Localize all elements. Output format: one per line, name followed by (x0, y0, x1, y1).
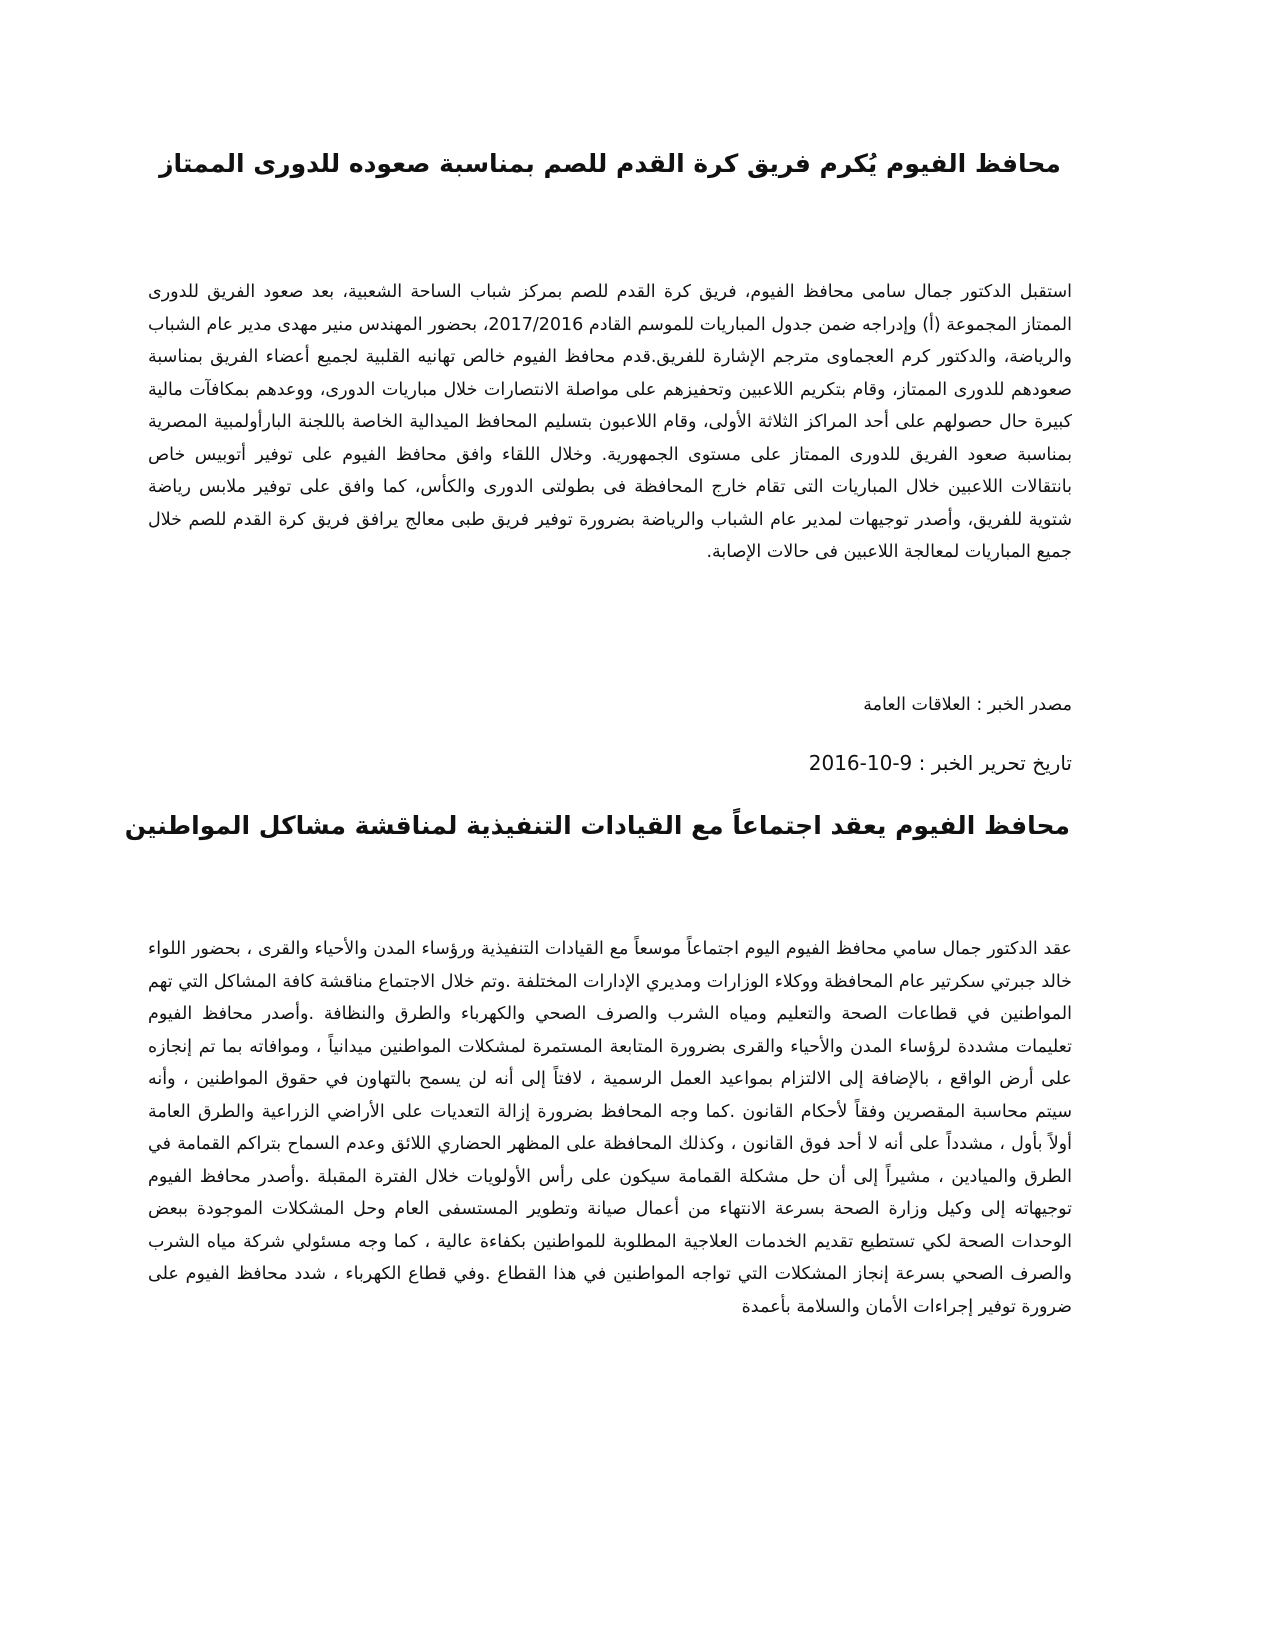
article-1-body: استقبل الدكتور جمال سامى محافظ الفيوم، فريق كرة القدم للصم بمركز شباب الساحة الشعبية، بعد صعود الفريق للدورى الممتاز المجموعة (أ) وإدراجه ضمن جدول المباريات للموسم القادم 2017/2016، بحضور المهندس منير مهدى مدير عام الشباب والرياضة، والدكتور كرم العجماوى مترجم الإشارة للفريق.قدم محافظ الفيوم خالص تهانيه القلبية لجميع أعضاء الفريق بمناسبة صعودهم للدورى الممتاز، وقام بتكريم اللاعبين وتحفيزهم على مواصلة الانتصارات خلال مباريات الدورى، ووعدهم بمكافآت مالية كبيرة حال حصولهم على أحد المراكز الثلاثة الأولى، وقام اللاعبون بتسليم المحافظ الميدالية الخاصة باللجنة البارأولمبية المصرية بمناسبة صعود الفريق للدورى الممتاز على مستوى الجمهورية. وخلال اللقاء وافق محافظ الفيوم على توفير أتوبيس خاص بانتقالات اللاعبين خلال المباريات التى تقام خارج المحافظة فى بطولتى الدورى والكأس، كما وافق على توفير ملابس رياضة شتوية للفريق، وأصدر توجيهات لمدير عام الشباب والرياضة بضرورة توفير فريق طبى معالج يرافق فريق كرة القدم للصم خلال جميع المباريات لمعالجة اللاعبين فى حالات الإصابة. (148, 282, 1072, 562)
article-2-body: عقد الدكتور جمال سامي محافظ الفيوم اليوم اجتماعاً موسعاً مع القيادات التنفيذية ورؤساء المدن والأحياء والقرى ، بحضور اللواء خالد جبرتي سكرتير عام المحافظة ووكلاء الوزارات ومديري الإدارات المختلفة .وتم خلال الاجتماع مناقشة كافة المشاكل التي تهم المواطنين في قطاعات الصحة والتعليم ومياه الشرب والصرف الصحي والكهرباء والطرق والنظافة .وأصدر محافظ الفيوم تعليمات مشددة لرؤساء المدن والأحياء والقرى بضرورة المتابعة المستمرة لمشكلات المواطنين ميدانياً ، وموافاته بما تم إنجازه على أرض الواقع ، بالإضافة إلى الالتزام بمواعيد العمل الرسمية ، لافتاً إلى أنه لن يسمح بالتهاون في حقوق المواطنين ، وأنه سيتم محاسبة المقصرين وفقاً لأحكام القانون .كما وجه المحافظ بضرورة إزالة التعديات على الأراضي الزراعية والطرق العامة أولاً بأول ، مشدداً على أنه لا أحد فوق القانون ، وكذلك المحافظة على المظهر الحضاري اللائق وعدم السماح بتراكم القمامة في الطرق والميادين ، مشيراً إلى أن حل مشكلة القمامة سيكون على رأس الأولويات خلال الفترة المقبلة .وأصدر محافظ الفيوم توجيهاته إلى وكيل وزارة الصحة بسرعة الانتهاء من أعمال صيانة وتطوير المستسفى العام وحل المشكلات الموجودة ببعض الوحدات الصحة لكي تستطيع تقديم الخدمات العلاجية المطلوبة للمواطنين بكفاءة عالية ، كما وجه مسئولي شركة مياه الشرب والصرف الصحي بسرعة إنجاز المشكلات التي تواجه المواطنين في هذا القطاع .وفي قطاع الكهرباء ، شدد محافظ الفيوم على ضرورة توفير إجراءات الأمان والسلامة بأعمدة (148, 939, 1072, 1317)
news-source: مصدر الخبر : العلاقات العامة (863, 695, 1072, 715)
news-date: تاريخ تحرير الخبر : 9-10-2016 (808, 751, 1072, 775)
article-2-title: محافظ الفيوم يعقد اجتماعاً مع القيادات التنفيذية لمناقشة مشاكل المواطنين (124, 811, 1070, 840)
article-1-title: محافظ الفيوم يُكرم فريق كرة القدم للصم بمناسبة صعوده للدورى الممتاز (159, 149, 1061, 178)
